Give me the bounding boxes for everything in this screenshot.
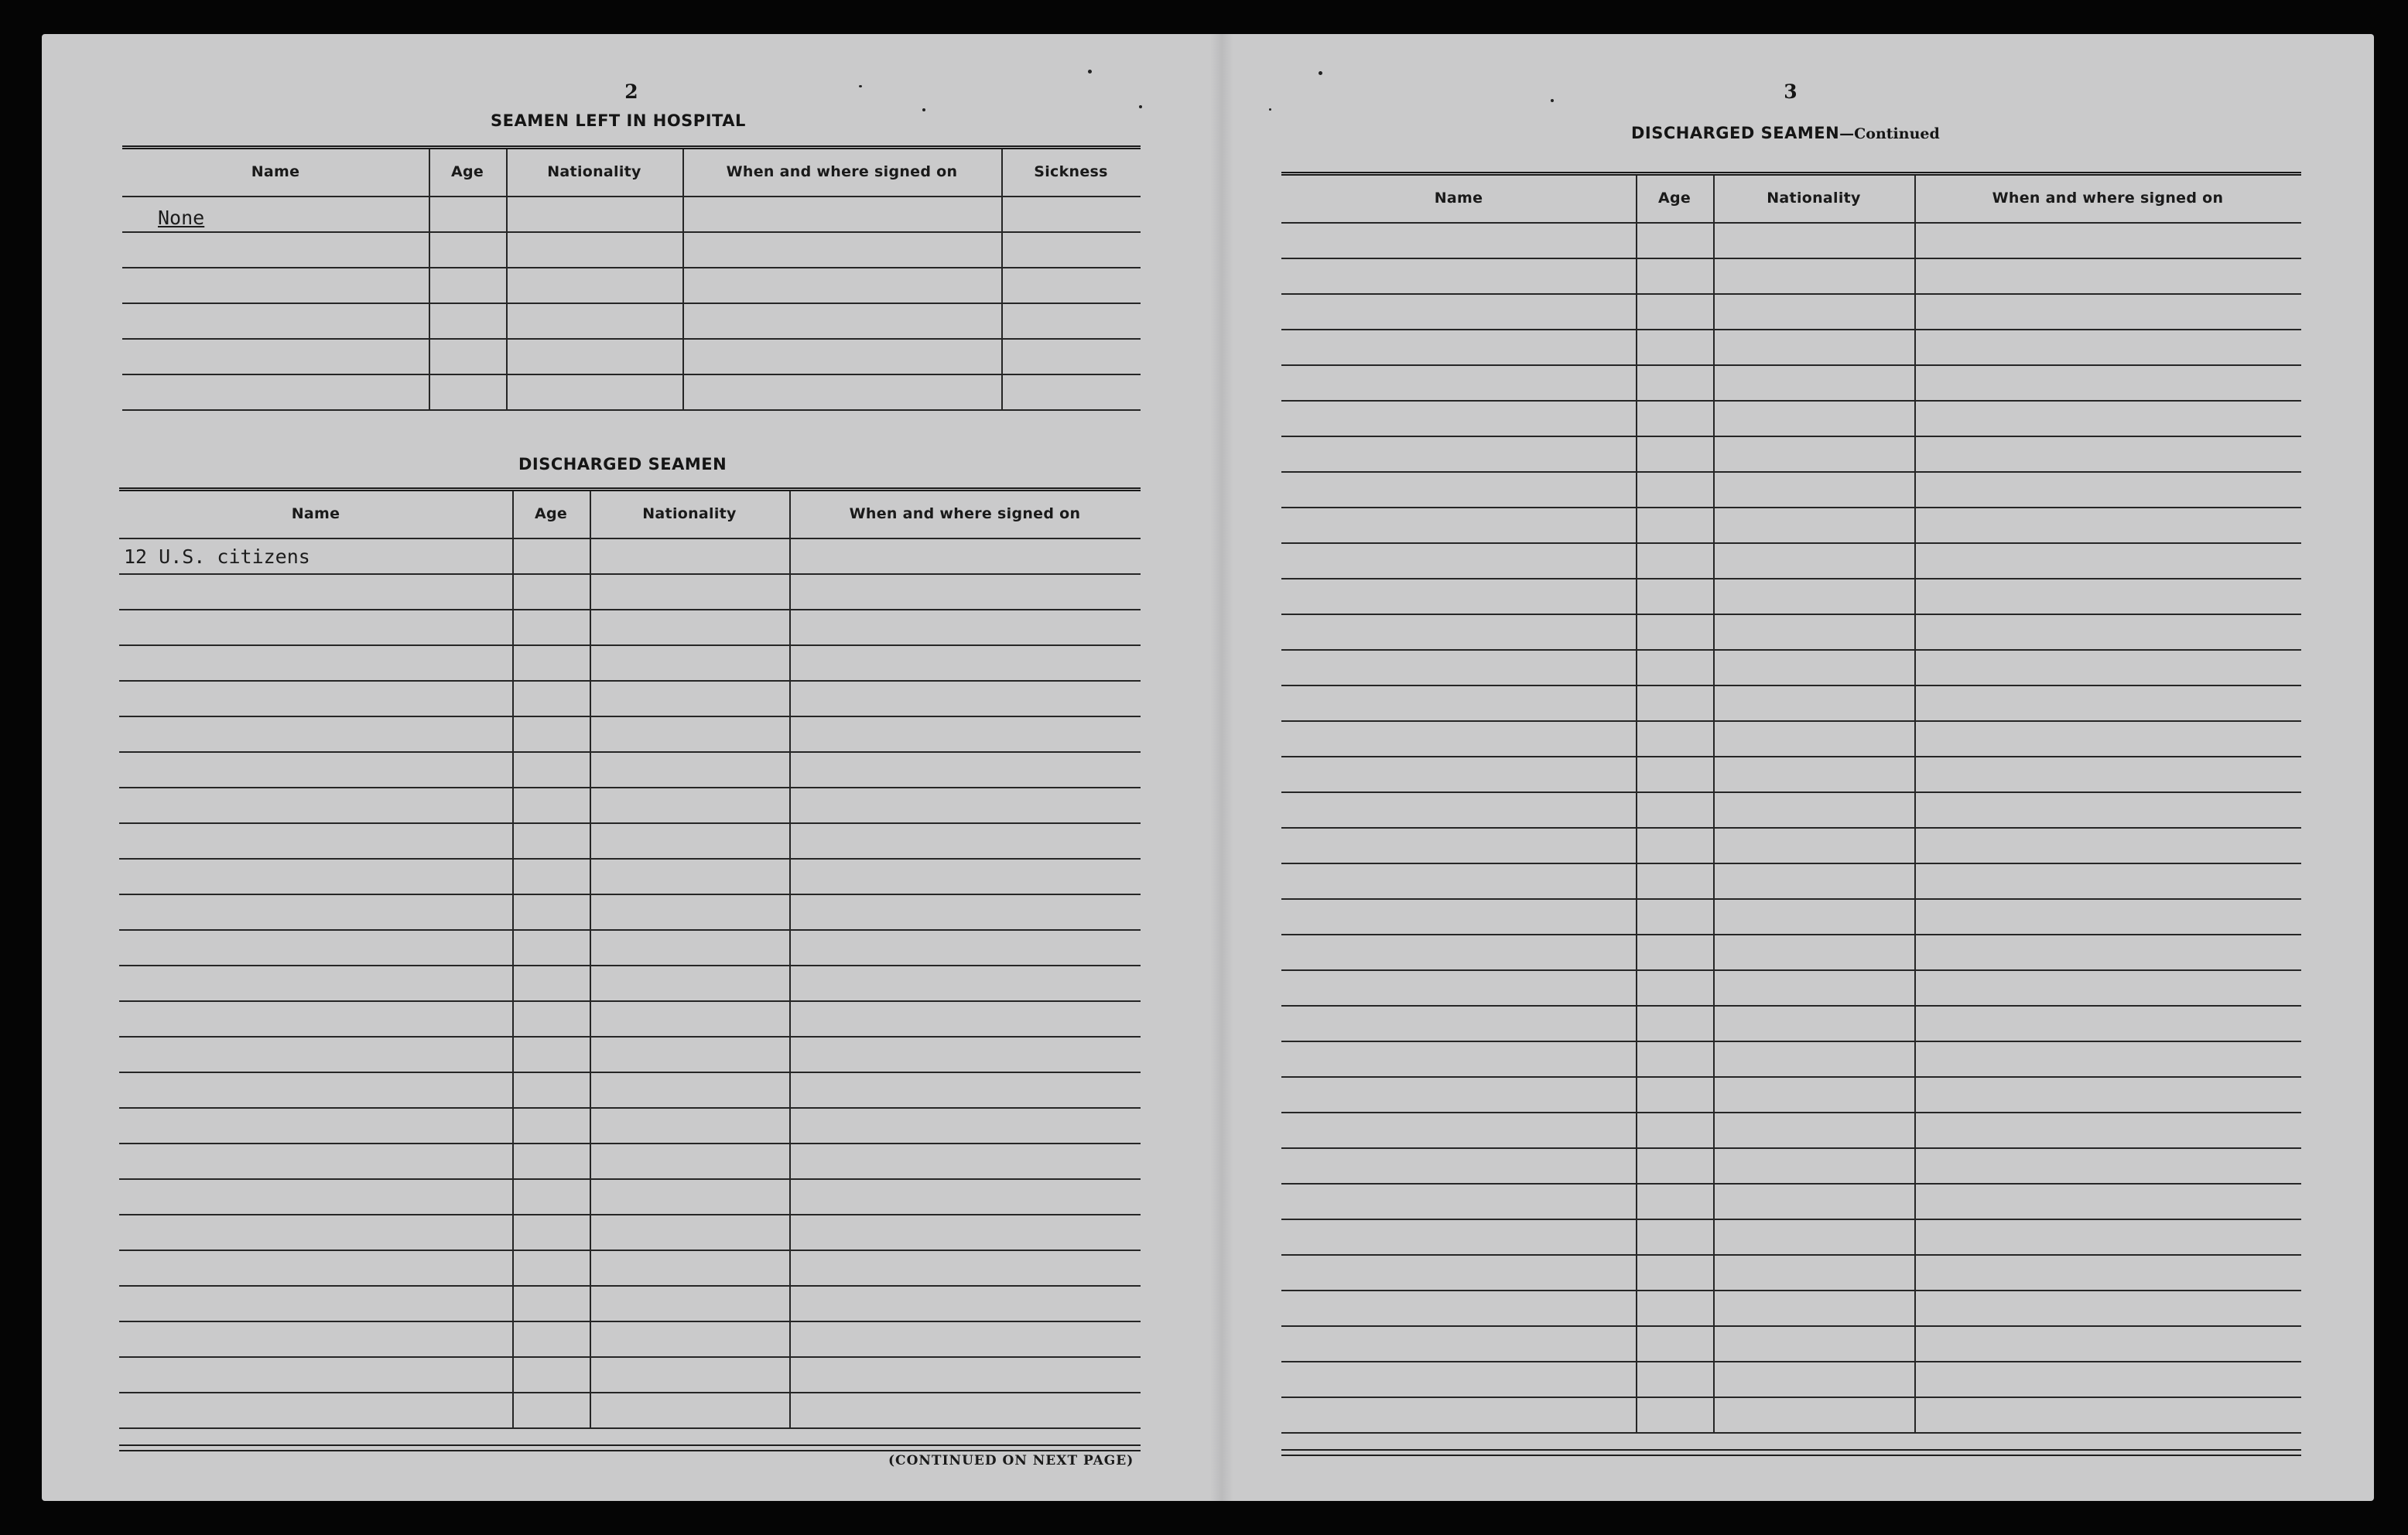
- row-rule: [119, 1143, 1141, 1144]
- dust-speck: [922, 108, 925, 111]
- column-header: When and where signed on: [849, 505, 1081, 522]
- row-rule: [1281, 400, 2301, 402]
- row-rule: [119, 1107, 1141, 1109]
- row-rule: [1281, 649, 2301, 651]
- row-rule: [1281, 329, 2301, 330]
- row-rule: [119, 1392, 1141, 1393]
- row-rule: [122, 409, 1141, 411]
- row-rule: [119, 1321, 1141, 1322]
- row-rule: [1281, 934, 2301, 935]
- row-rule: [1281, 1219, 2301, 1220]
- column-header: When and where signed on: [726, 163, 958, 180]
- row-rule: [1281, 364, 2301, 366]
- row-rule: [119, 787, 1141, 788]
- row-rule: [119, 1036, 1141, 1038]
- row-rule: [1281, 1112, 2301, 1113]
- hospital-section-title: SEAMEN LEFT IN HOSPITAL: [491, 111, 746, 130]
- row-rule: [1281, 898, 2301, 900]
- column-rule: [590, 491, 591, 1427]
- row-rule: [119, 1000, 1141, 1002]
- row-rule: [119, 716, 1141, 717]
- row-rule: [1281, 1041, 2301, 1042]
- row-rule: [119, 1178, 1141, 1180]
- row-rule: [1281, 614, 2301, 615]
- row-rule: [1281, 827, 2301, 829]
- row-rule: [1281, 1183, 2301, 1185]
- row-rule: [119, 822, 1141, 824]
- discharged-first-entry: 12 U.S. citizens: [124, 545, 310, 568]
- row-rule: [119, 680, 1141, 682]
- row-rule: [1281, 1147, 2301, 1149]
- row-rule: [1281, 1397, 2301, 1398]
- row-rule: [1281, 1076, 2301, 1078]
- discharged-section-title: DISCHARGED SEAMEN: [518, 455, 727, 473]
- page-fold: [1210, 34, 1233, 1501]
- ledger-sheet: [42, 34, 2374, 1501]
- column-header: Nationality: [1767, 190, 1861, 207]
- row-rule: [122, 374, 1141, 375]
- column-rule: [682, 149, 684, 409]
- hospital-none-entry: None: [158, 207, 205, 229]
- hospital-table: [122, 145, 1141, 482]
- row-rule: [1281, 1432, 2301, 1434]
- dust-speck: [859, 85, 862, 87]
- column-header: Sickness: [1034, 163, 1108, 180]
- row-rule: [119, 894, 1141, 895]
- row-rule: [119, 751, 1141, 753]
- row-rule: [1281, 720, 2301, 722]
- row-rule: [119, 1072, 1141, 1073]
- column-rule: [1914, 176, 1916, 1432]
- row-rule: [1281, 436, 2301, 437]
- row-rule: [1281, 578, 2301, 579]
- column-header: Name: [1434, 190, 1483, 207]
- row-rule: [1281, 756, 2301, 757]
- row-rule: [1281, 542, 2301, 544]
- row-rule: [1281, 1325, 2301, 1327]
- row-rule: [119, 644, 1141, 646]
- column-header: Nationality: [547, 163, 641, 180]
- row-rule: [119, 1250, 1141, 1251]
- dust-speck: [1139, 105, 1142, 108]
- row-rule: [1281, 791, 2301, 793]
- column-header: Age: [1657, 190, 1691, 207]
- discharged-continued-title-main: DISCHARGED SEAMEN: [1631, 124, 1840, 142]
- column-rule: [1636, 176, 1637, 1432]
- closing-double-rule: [1281, 1449, 2301, 1456]
- page-number-right: 3: [1784, 80, 1797, 103]
- column-rule: [1001, 149, 1003, 409]
- row-rule: [1281, 1005, 2301, 1007]
- row-rule: [1281, 1254, 2301, 1256]
- row-rule: [1281, 969, 2301, 971]
- column-header: Age: [534, 505, 568, 522]
- discharged-continued-table: [1281, 172, 2301, 1460]
- row-rule: [119, 1427, 1141, 1429]
- row-rule: [1281, 1290, 2301, 1291]
- dust-speck: [1269, 108, 1271, 111]
- row-rule: [122, 338, 1141, 340]
- row-rule: [119, 1285, 1141, 1287]
- column-header: When and where signed on: [1992, 190, 2224, 207]
- row-rule: [1281, 293, 2301, 295]
- dust-speck: [1551, 99, 1554, 102]
- row-rule: [119, 858, 1141, 860]
- row-rule: [1281, 222, 2301, 224]
- row-rule: [119, 1356, 1141, 1358]
- row-rule: [122, 231, 1141, 233]
- row-rule: [1281, 507, 2301, 508]
- column-header: Age: [450, 163, 484, 180]
- column-header: Nationality: [642, 505, 737, 522]
- discharged-continued-title: [1631, 124, 1940, 142]
- row-rule: [119, 929, 1141, 931]
- row-rule: [119, 609, 1141, 610]
- column-rule: [1713, 176, 1715, 1432]
- dust-speck: [1088, 70, 1092, 74]
- row-rule: [119, 1214, 1141, 1215]
- continued-note: (CONTINUED ON NEXT PAGE): [888, 1453, 1134, 1468]
- row-rule: [1281, 471, 2301, 473]
- column-header: Name: [291, 505, 340, 522]
- row-rule: [119, 965, 1141, 966]
- row-rule: [122, 267, 1141, 268]
- column-rule: [512, 491, 514, 1427]
- row-rule: [122, 303, 1141, 304]
- column-rule: [429, 149, 430, 409]
- row-rule: [1281, 685, 2301, 686]
- column-rule: [789, 491, 791, 1427]
- row-rule: [119, 538, 1141, 539]
- row-rule: [1281, 1361, 2301, 1362]
- page-number-left: 2: [624, 80, 638, 103]
- row-rule: [119, 573, 1141, 575]
- dust-speck: [1319, 71, 1322, 75]
- row-rule: [1281, 863, 2301, 864]
- column-header: Name: [251, 163, 300, 180]
- closing-double-rule: [119, 1444, 1141, 1451]
- row-rule: [1281, 258, 2301, 259]
- row-rule: [122, 196, 1141, 197]
- discharged-table: [119, 487, 1141, 1458]
- discharged-continued-suffix: —Continued: [1839, 125, 1940, 142]
- column-rule: [506, 149, 508, 409]
